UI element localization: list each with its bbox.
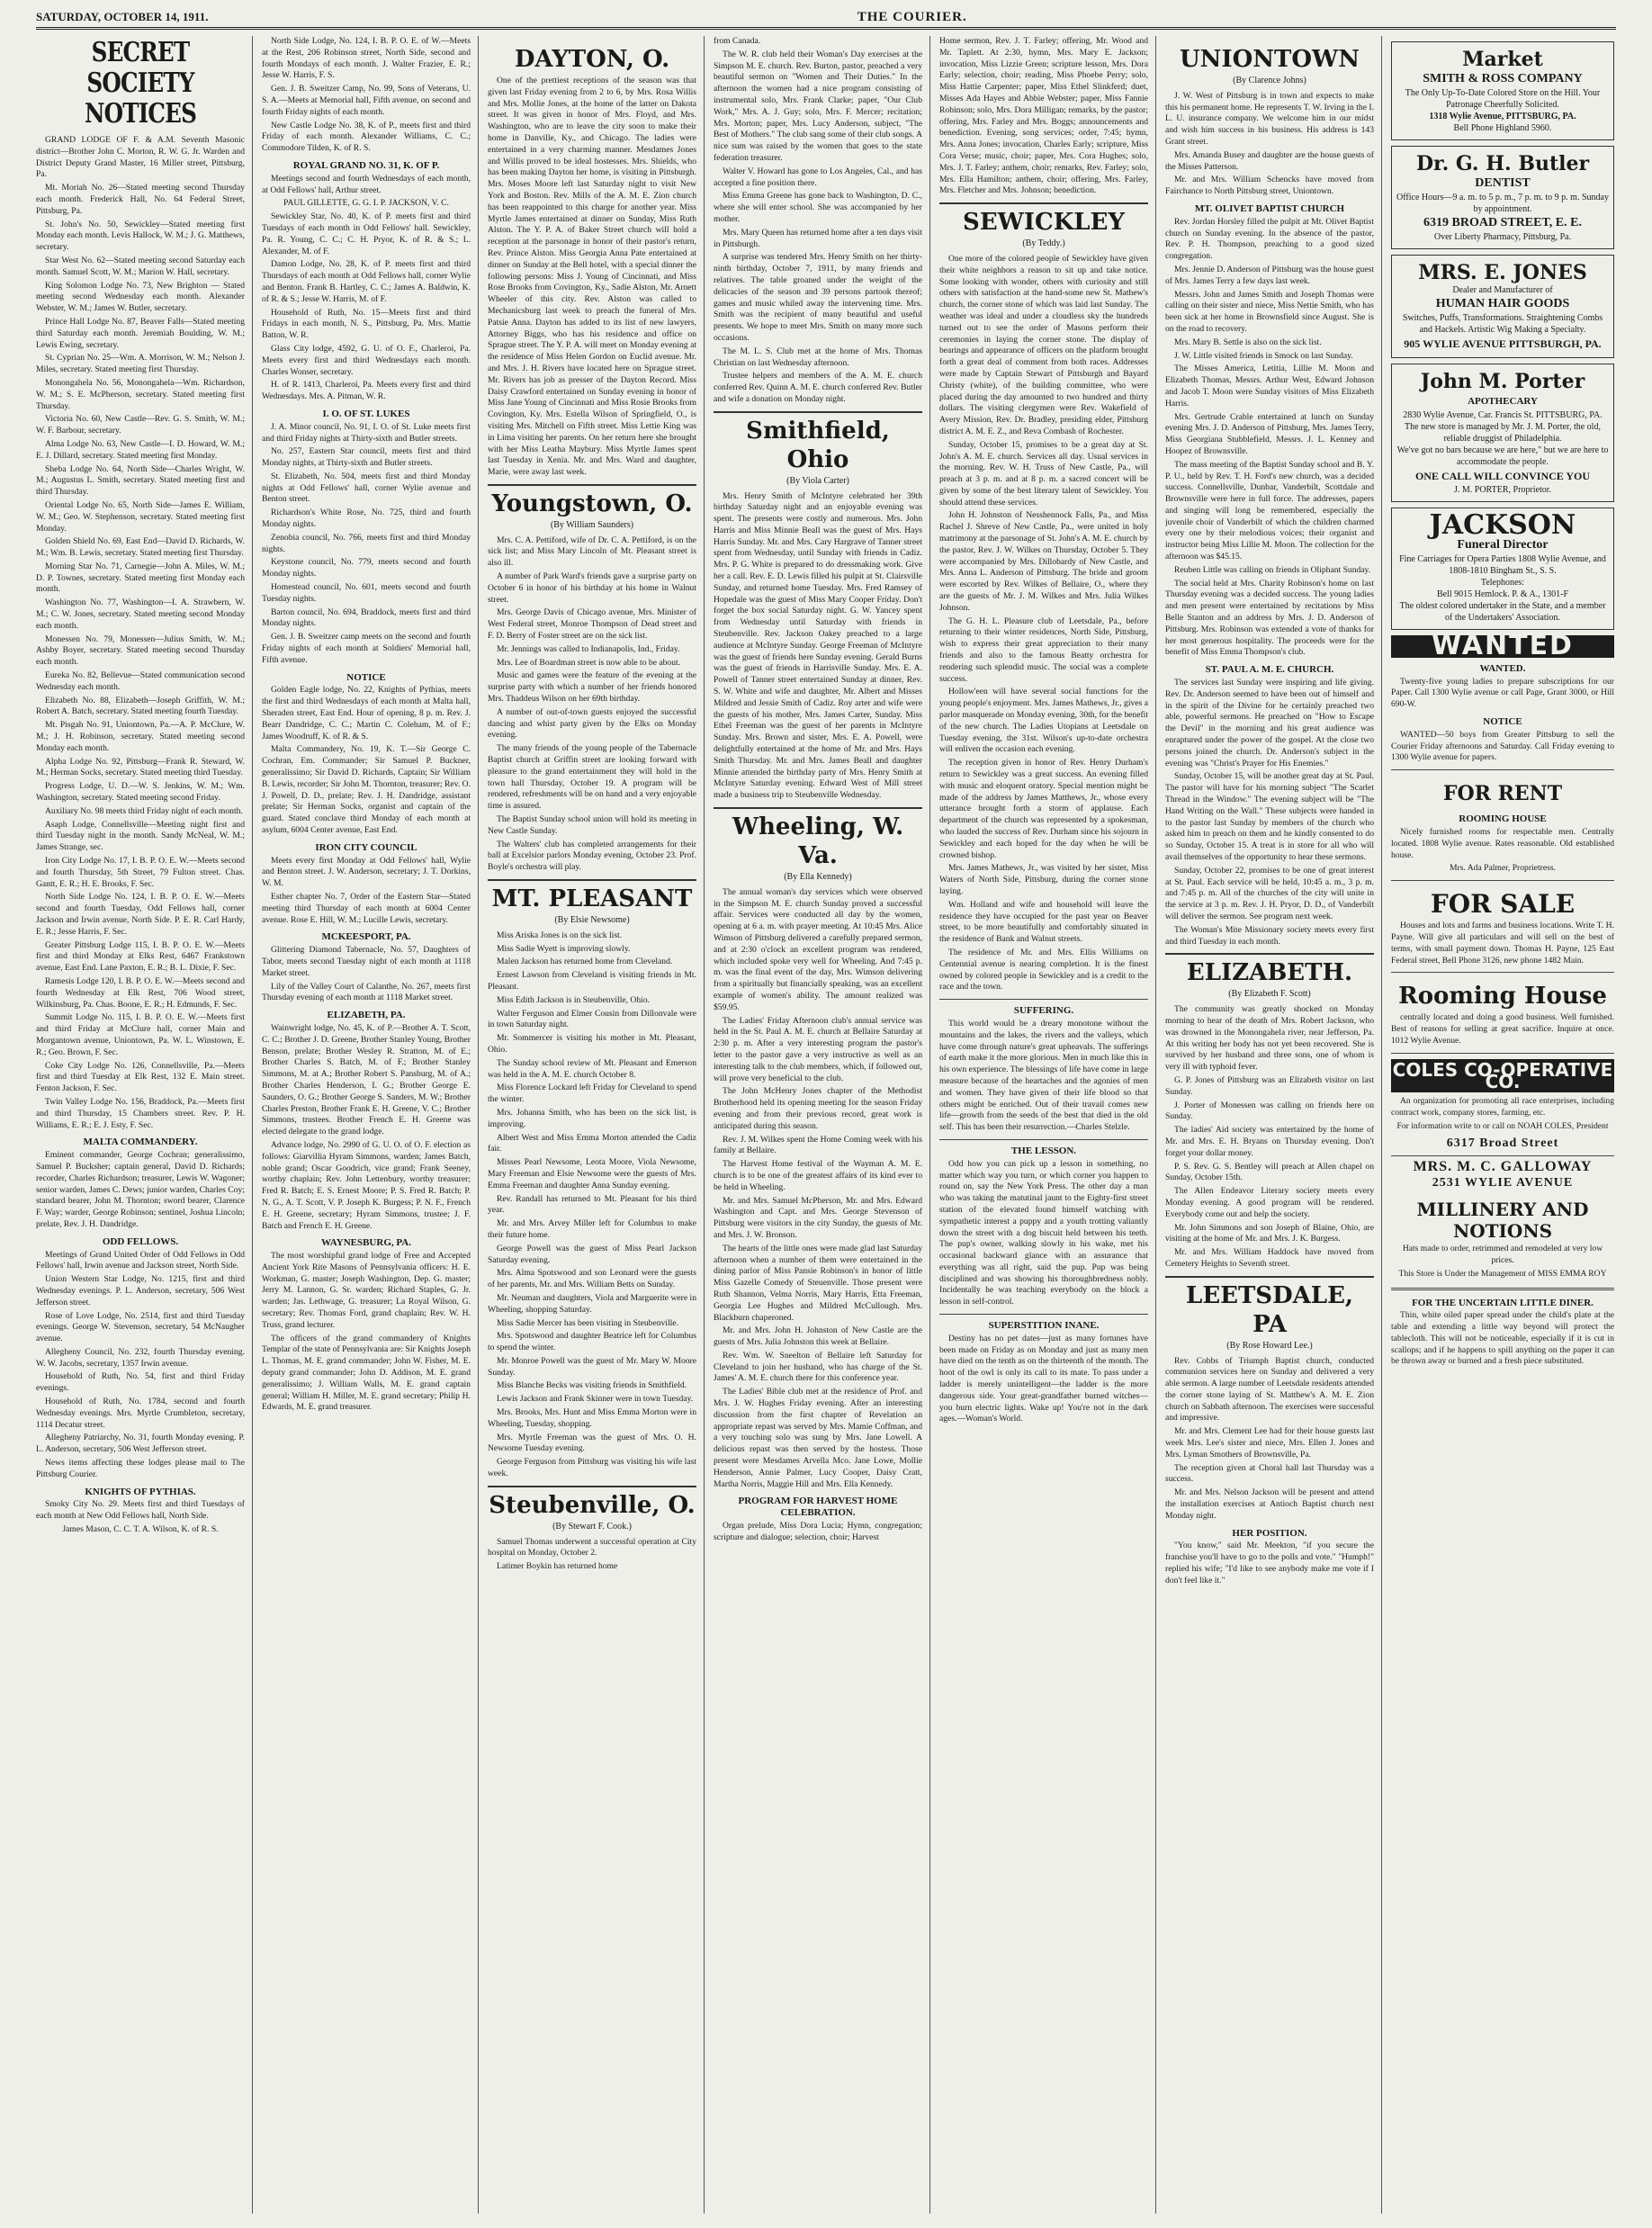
section-heading: MT. OLIVET BAPTIST CHURCH (1194, 202, 1345, 214)
divider (1391, 880, 1614, 881)
paragraph: Miss Sadie Wyett is improving slowly. (497, 943, 631, 954)
paragraph: Greater Pittsburg Lodge 115, I. B. P. O. E. W.—Meets first and third Monday at Elks Rest, 6467 Frankstown avenue, East End. Lane Paxton, E. R.; B. L. Dixie, F. Sec. (36, 939, 245, 974)
paragraph: Mrs. James Mathews, Jr., was visited by her sister, Miss Waters of North Side, Pittsburg, during the corner stone laying. (939, 863, 1148, 896)
paragraph: Mr. and Mrs. Clement Lee had for their house guests last week Mrs. Lee's sister and niece, Mrs. Ellen J. Jones and Mrs. Lyman Smothers of Brownsville, Pa. (1165, 1426, 1374, 1460)
ad-mrs-jones-hair-goods (1391, 255, 1614, 358)
paragraph: Asaph Lodge, Connellsville—Meeting night first and third Tuesday night in the month. Sandy McNeal, W. M.; James Strange, sec. (36, 819, 245, 853)
paragraph: Reuben Little was calling on friends in Oliphant Sunday. (1174, 564, 1371, 575)
paragraph: Smoky City No. 29. Meets first and third Tuesdays of each month at New Odd Fellows hall, North Side. (36, 1499, 245, 1522)
paragraph: Meets every first Monday at Odd Fellows' hall, Wylie and Benton street. J. W. Anderson, secretary; J. T. Dorkins, W. M. (262, 855, 471, 889)
paragraph: Golden Eagle lodge, No. 22, Knights of Pythias, meets the first and third Wednesdays of each month at Malta hall, Sheraden street, East End. Hour of opening, 8 p. m. Rev. J. Bearr Dandridge, C. C.; Martin C. Coleham, M. of F.; James Woodruff, K. of R. & S. (262, 685, 471, 741)
ad-line: Fine Carriages for Opera Parties 1808 Wylie Avenue, and 1808-1810 Bingham St., S. S. (1399, 554, 1606, 576)
paragraph: King Solomon Lodge No. 73, New Brighton — Stated meeting second Wednesday each month. Alexander Webster, W. M.; James W. Butler, secretary. (36, 280, 245, 314)
galloway-heading: MRS. M. C. GALLOWAY (1413, 1158, 1593, 1174)
paragraph: Golden Shield No. 69, East End—David D. Richards, W. M.; Wm. B. Lewis, secretary. Stated meeting first Thursday. (36, 536, 245, 559)
paragraph: Barton council, No. 694, Braddock, meets first and third Monday nights. (262, 606, 471, 629)
paragraph: J. W. Little visited friends in Smock on last Sunday. (1174, 350, 1353, 361)
byline: (By Stewart F. Cook.) (552, 1521, 632, 1532)
paragraph: J. A. Minor council, No. 91, I. O. of St. Luke meets first and third Friday nights at Thirty-sixth and Butler streets. (262, 421, 471, 444)
paragraph: The Misses America, Letitia, Lillie M. Moon and Elizabeth Thomas, Messrs. Arthur West, Edward Johnson and Jacob T. Moon were Sunday visitors of Miss Elizabeth Harris. (1165, 364, 1374, 409)
ad-line: Funeral Director (1457, 538, 1549, 552)
paragraph: Keystone council, No. 779, meets second and fourth Monday nights. (262, 557, 471, 579)
paragraph: James Mason, C. C. T. A. Wilson, K. of R. S. (62, 1524, 219, 1535)
newspaper-title: THE COURIER. (857, 9, 967, 24)
section-heading: ST. PAUL A. M. E. CHURCH. (1205, 664, 1334, 676)
rooming-house-heading: Rooming House (1398, 983, 1607, 1011)
paragraph: Mr. Sommercer is visiting his mother in Mt. Pleasant, Ohio. (488, 1033, 696, 1055)
paragraph: Glass City lodge, 4592, G. U. of O. F., Charleroi, Pa. Meets every first and third Wednesdays each month. Charles Wonser, secretary. (262, 343, 471, 377)
paragraph: Oriental Lodge No. 65, North Side—James E. William, W. M.; Geo. W. Stephenson, secretary. Stated meeting first Monday. (36, 499, 245, 534)
ad-line: Office Hours—9 a. m. to 5 p. m., 7 p. m. to 9 p. m. Sunday by appointment. (1396, 193, 1609, 214)
paragraph: Mr. and Mrs. Nelson Jackson will be present and attend the installation exercises at Antioch Baptist church next Monday night. (1165, 1487, 1374, 1521)
paragraph: Homestead council, No. 601, meets second and fourth Tuesday nights. (262, 582, 471, 604)
paragraph: Progress Lodge, U. D.—W. S. Jenkins, W. M.; Wm. Washington, secretary. Stated meeting second Friday. (36, 781, 245, 804)
issue-date: SATURDAY, OCTOBER 14, 1911. (36, 10, 209, 23)
ad-address: 2830 Wylie Avenue, Car. Francis St. PITTSBURG, PA. (1403, 410, 1603, 420)
steubenville-heading: Steubenville, O. (488, 1486, 696, 1520)
paragraph: The John McHenry Jones chapter of the Methodist Brotherhood held its opening meeting for the season Friday evening and from their previous record, great work is anticipated during this season. (714, 1086, 922, 1131)
for-rent-heading: FOR RENT (1442, 782, 1563, 806)
section-heading: KNIGHTS OF PYTHIAS. (85, 1486, 196, 1497)
section-heading: WANTED. (1479, 662, 1526, 674)
section-heading: FOR THE UNCERTAIN LITTLE DINER. (1412, 1297, 1594, 1308)
column-2 (262, 36, 479, 2214)
paragraph: North Side Lodge, No. 124, I. B. P. O. E. of W.—Meets at the Rest, 206 Robinson street, North Side, second and fourth Mondays of each month. J. Walter Frazier, E. R.; Jesse W. Harris, F. S. (262, 36, 471, 81)
ad-john-porter-apothecary (1391, 364, 1614, 502)
paragraph: Mrs. Spotswood and daughter Beatrice left for Columbus to spend the winter. (488, 1331, 696, 1353)
paragraph: The Harvest Home festival of the Wayman A. M. E. church is to be one of the greatest affairs of its kind ever to be held in Wheeling. (714, 1159, 922, 1192)
paragraph: Zenobia council, No. 766, meets first and third Monday nights. (262, 532, 471, 554)
paragraph: Mrs. Myrtle Freeman was the guest of Mrs. O. H. Newsome Tuesday evening. (488, 1432, 696, 1454)
mt-pleasant-heading: MT. PLEASANT (488, 879, 696, 913)
paragraph: Mr. and Mrs. Samuel McPherson, Mr. and Mrs. Edward Washington and Capt. and Mrs. George Stevenson of Pittsburg were visitors in the city Sunday, the guests of Mr. and Mrs. J. W. Bronson. (714, 1195, 922, 1240)
paragraph: Miss Ariska Jones is on the sick list. (497, 930, 623, 940)
paragraph: Rev. J. M. Wilkes spent the Home Coming week with his family at Bellaire. (714, 1134, 922, 1156)
paragraph: The services last Sunday were inspiring and life giving. Rev. Dr. Anderson seemed to have been out of himself and in the spirit of the Divine for he certainly preached two able, powerful sermons. He preached on "How to Escape the Devil" in the morning and his great audience was enraptured under the power of the gospel. At the close two persons joined the church. Dr. Anderson's subject in the evening was "Christ's Prayer for His Enemies." (1165, 678, 1374, 768)
paragraph: Alpha Lodge No. 92, Pittsburg—Frank R. Steward, W. M.; Herman Socks, secretary. Stated meeting third Tuesday. (36, 756, 245, 778)
paragraph: Esther chapter No. 7, Order of the Eastern Star—Stated meeting third Thursday of each month at 6004 Center avenue. Rose E. Hill, W. M.; Lucille Lewis, secretary. (262, 891, 471, 925)
ad-address: 1318 Wylie Avenue, PITTSBURG, PA. (1429, 112, 1576, 121)
paragraph: Household of Ruth, No. 1784, second and fourth Wednesday evenings. Mrs. Myrtle Crumbleton, secretary, 1114 Decatur street. (36, 1397, 245, 1430)
byline: (By Teddy.) (1022, 238, 1065, 249)
paragraph: GRAND LODGE OF F. & A.M. Seventh Masonic district—Brother John C. Morton, R. W. G. Jr. Warden and District Deputy Grand Master, 16 Miller street, Pittsburg, Pa. (36, 135, 245, 180)
ad-line: SMITH & ROSS COMPANY (1423, 72, 1583, 85)
paragraph: Houses and lots and farms and business locations. Write T. H. Payne. Will give all particulars and will sell on the best of terms, with small payment down. Thomas H. Payne, 125 East Federal street, Bell Phone 3126, new phone 1482 Main. (1391, 921, 1614, 966)
paragraph: The most worshipful grand lodge of Free and Accepted Ancient York Rite Masons of Pennsylvania officers: H. E. Workman, G. master; Joseph Washington, Dep. G. master; Jerry M. Lannon, G. Sr. warden; Richard Staples, G. Jr. warden; Jas. Lethwage, G. treasurer; La Royal Wilson, G. secretary; Rev. Thomas Ford, grand chaplain; Rev. W. H. Truss, grand lecturer. (262, 1251, 471, 1330)
paragraph: Rev. Jordan Horsley filled the pulpit at Mt. Olivet Baptist church on Sunday evening. In the absence of the pastor, Rev. P. H. Thompson, preaching to a good sized congregation. (1165, 216, 1374, 262)
for-sale-heading: FOR SALE (1430, 889, 1576, 920)
paragraph: A number of Park Ward's friends gave a surprise party on October 6 in honor of his birthday at his home in Walnut street. (488, 571, 696, 605)
section-heading: NOTICE (1483, 715, 1522, 727)
ad-line: APOTHECARY (1468, 396, 1538, 407)
paragraph: Sewickley Star, No. 40, K. of P. meets first and third Tuesdays of each month in Odd Fellows' hall. Sewickley, Pa. R. Young, C. C.; C. H. Pryor, K. of R. & S.; L. Alexander, M. of F. (262, 211, 471, 256)
paragraph: North Side Lodge No. 124, I. B. P. O. E. W.—Meets second and fourth Tuesday, Odd Fellows hall, corner Jackson and Irwin avenue, North Side. P. E. R. Carl Hardy, E. R.; Jesse Harris, F. Sec. (36, 892, 245, 937)
ad-line: Dealer and Manufacturer of (1452, 285, 1553, 295)
byline: (By Ella Kennedy) (784, 872, 852, 883)
ad-phone: Bell Phone Highland 5960. (1453, 123, 1552, 133)
paragraph: Mrs. C. A. Pettiford, wife of Dr. C. A. Pettiford, is on the sick list; and Miss Mary Lincoln of Mt. Pleasant street is also ill. (488, 535, 696, 569)
paragraph: The residence of Mr. and Mrs. Ellis Williams on Centennial avenue is nearing completion. It is the finest owned by colored people in Sewickley and is a credit to the race and the town. (939, 947, 1148, 993)
paragraph: Mr. Neuman and daughters, Viola and Marguerite were in Wheeling, shopping Saturday. (488, 1292, 696, 1315)
paragraph: Miss Edith Jackson is in Steubenville, Ohio. (497, 994, 651, 1005)
column-5 (939, 36, 1156, 2214)
paragraph: Elizabeth No. 88, Elizabeth—Joseph Griffith, W. M.; Robert A. Batch, secretary. Stated meeting fourth Tuesday. (36, 695, 245, 717)
paragraph: Mt. Moriah No. 26—Stated meeting second Thursday each month. Frederick Hall, No. 64 Federal Street, Pittsburg, Pa. (36, 183, 245, 216)
paragraph: St. Cyprian No. 25—Wm. A. Morrison, W. M.; Nelson J. Miles, secretary. Stated meeting first Thursday. (36, 353, 245, 375)
paragraph: Mr. and Mrs. William Schencks have moved from Fairchance to North Pittsburg street, Uniontown. (1165, 175, 1374, 197)
paragraph: Damon Lodge, No. 28, K. of P. meets first and third Thursdays of each month at Odd Fellows hall, corner Wylie and Benton. Frank B. Hartley, C. C.; James A. Baldwin, K. of R. & S.; Jesse W. Harris, M. of F. (262, 259, 471, 304)
paragraph: Monessen No. 79, Monessen—Julius Smith, W. M.; Ashby Boyer, secretary. Stated meeting second Thursday each month. (36, 633, 245, 668)
ad-title: MRS. E. JONES (1418, 261, 1587, 284)
divider (1391, 972, 1614, 973)
paragraph: Advance lodge, No. 2990 of G. U. O. of O. F. election as follows: Giarvillia Hyram Simmons, warden; James Batch, noble grand; Oscar Goodrich, vice grand; Frank Seeney, worthy chaplain; Rev. John Lettenbury, worthy treasurer; Fred R. Batch; E. S. Ernest Moore; P. S. Fred R. Batch; P. N. G., A. T. Scott, V. P. Joseph K. Burgess; P. N. F., French E. H. Greene, secretary; Hyram Simmons, trustee; J. F. Batch and French E. H. Greene. (262, 1139, 471, 1231)
paragraph: Misses Pearl Newsome, Leota Moore, Viola Newsome, Mary Freeman and Elsie Newsome were the guests of Mrs. Emma Freeman and daughter Anna Sunday evening. (488, 1157, 696, 1190)
paragraph: St. Elizabeth, No. 504, meets first and third Monday nights at Odd Fellows' hall, corner Wylie avenue and Benton street. (262, 471, 471, 505)
paragraph: Mrs. George Davis of Chicago avenue, Mrs. Minister of West Federal street, Monroe Thompson of Dead street and F. D. Berry of Foster street are on the sick list. (488, 607, 696, 642)
paragraph: Latimer Boykin has returned home (497, 1561, 618, 1572)
paragraph: Malta Commandery, No. 19, K. T.—Sir George C. Cochran, Em. Commander; Sir Samuel P. Buckner, generalissimo; Sir David D. Richards, Captain; Sir William B. Lewis, recorder; Sir John M. Thornton, treasurer; Rev. O. J. Powell, D. D., prelate; Rev. J. H. Dandridge, assistant prelate; Sir Herman Socks, organist and captain of the guard. Stated conclave third Monday of each month at asylum, 6004 Center avenue, East End. (262, 744, 471, 835)
sewickley-heading: SEWICKLEY (939, 202, 1148, 237)
paragraph: Mrs. Brooks, Mrs. Hunt and Miss Emma Morton were in Wheeling, Tuesday, shopping. (488, 1407, 696, 1429)
paragraph: Sunday, October 15, promises to be a great day at St. John's A. M. E. church. Services all day. Usual services in the morning. Rev. W. H. Truss of New Castle, Pa., will preach at 3 p. m. and at 8 p. m. a sacred concert will be given by some of the best literary talent of Sewickley. You should attend these services. (939, 439, 1148, 508)
paragraph: "You know," said Mr. Meekton, "if you secure the franchise you'll have to go to the polls and vote." "Humph!" replied his wife; "I'd like to see anybody make me vote if I don't feel like it." (1165, 1541, 1374, 1586)
paragraph: Mrs. Jennie D. Anderson of Pittsburg was the house guest of Mrs. James Terry a few days last week. (1165, 264, 1374, 286)
paragraph: Prince Hall Lodge No. 87, Beaver Falls—Stated meeting third Saturday each month. Jeremiah Boulding, W. M.; Lewis Ewing, secretary. (36, 316, 245, 350)
column-1 (36, 36, 253, 2214)
paragraph: Glittering Diamond Tabernacle, No. 57, Daughters of Tabor, meets second Tuesday night of each month at 1118 Market street. (262, 945, 471, 978)
paragraph: Lewis Jackson and Frank Skinner were in town Tuesday. (497, 1394, 694, 1405)
paragraph: Gen. J. B. Sweitzer Camp, No. 99, Sons of Veterans, U. S. A.—Meets at Memorial hall, Fifth avenue, on second and fourth Friday nights of each month. (262, 84, 471, 117)
paragraph: This world would be a dreary monotone without the mountains and the lakes, the rivers and the valleys, which have come through nature's great upheavals. The sufferings of earth make it the more glorious. Men in much like this in his own experience. The blessings of life have come in large measure because of the heartaches and the agonies of men and women. They have given of their life blood so that others might be enriched. Out of their travail comes new life—growth from the seeds of the best that died in the old self. This has been their resurrection.—Charles Stelzle. (939, 1018, 1148, 1133)
ad-line: The new store is managed by Mr. J. M. Porter, the old, reliable druggist of Philadelphia. (1405, 422, 1601, 444)
paragraph: Mr. John Simmons and son Joseph of Blaine, Ohio, are visiting at the home of Mr. and Mrs. J. K. Burgess. (1165, 1222, 1374, 1244)
paragraph: Mr. and Mrs. Arvey Miller left for Columbus to make their future home. (488, 1218, 696, 1240)
paragraph: Mrs. Alma Spotswood and son Leonard were the guests of her parents, Mr. and Mrs. William Betts on Sunday. (488, 1268, 696, 1290)
paragraph: Auxiliary No. 98 meets third Friday night of each month. (45, 805, 243, 816)
paragraph: George Ferguson from Pittsburg was visiting his wife last week. (488, 1457, 696, 1479)
paragraph: This Store is Under the Management of MISS EMMA ROY (1398, 1268, 1607, 1279)
paragraph: Lily of the Valley Court of Calanthe, No. 267, meets first Thursday evening of each month at 1118 Market street. (262, 981, 471, 1003)
paragraph: Mt. Pisgah No. 91, Uniontown, Pa.—A. P. McClure, W. M.; J. H. Robinson, secretary. Stated meeting second Monday each month. (36, 720, 245, 753)
paragraph: Wainwright lodge, No. 45, K. of P.—Brother A. T. Scott, C. C.; Brother J. D. Greene, Brother Stanley Young, Brother Benson, prelate; Brother Wesley R. Stratton, M. of E.; Brother Charles S. Batch, M. of F.; Brother Stanley Simmons, M. at A.; Brother Robert S. Pansburg, M. of A.; Brother Charles Henderson, I. G.; Brother George E. Saunders, O. G.; Brother George S. Sanders, M. W.; Brother Charles Preston, Brother Frank E. H. Greene, V. C.; Brother Simmons, trustees. Brother French E. H. Greene was elected delegate to the grand lodge. (262, 1022, 471, 1137)
section-heading: WAYNESBURG, PA. (321, 1237, 411, 1249)
paragraph: Summit Lodge No. 115, I. B. P. O. E. W.—Meets first and third Friday at McClure hall, corner Main and Morgantown avenue, Uniontown, Pa. W. L. Winstown, E. R.; Geo. Brown, F. Sec. (36, 1012, 245, 1057)
ad-line: Switches, Puffs, Transformations. Straightening Combs and Hackels. Artistic Wig Making a Specialty. (1402, 313, 1603, 335)
wheeling-heading: Wheeling, W. Va. (714, 807, 922, 870)
paragraph: The many friends of the young people of the Tabernacle Baptist church at Griffin street are looking forward with pleasure to the grand entertainment they will hold in the town hall Thursday, October 19. A program will be rendered, refreshments will be on hand and a very enjoyable time is assured. (488, 743, 696, 812)
paragraph: One of the prettiest receptions of the season was that given last Friday evening from 2 to 6, by Mrs. Rosa Willis and Mrs. Mollie Jones, at the home of the latter on Dakota street. It was given in honor of Mrs. Floyd, and Mrs. Washington, who are to leave the city soon to make their home in Danville, Ky., and Chicago. The ladies were entertained in a very charming manner. Mesdames Jones and Willis proved to be ideal hostesses. Mrs. Shields, who has been making Dayton her home, is visiting in Pittsburgh. Mrs. Moses Moore left last Saturday night to visit New York and Boston. Rev. Mills of the A. M. E. Zion church has been reappointed to this charge for another year. Miss Myrtle James entertained at dinner on Sunday, Miss Ruth Alston. The Y. P. A. of Baker Street church will hold a reception at the parsonage in honor of their pastor's return, Rev. Prince Alston. Miss Georgia Anna Pate entertained at dinner on Sunday at the Bell hotel, with a special dinner the following persons: Miss J. Young of Cincinnati, and Miss Rose Brooks from Covington, Ky., Sadie Alston, Mr. Arnett Wheeler of this city. Rev. Alston was called to Mechanicsburg last week to preach the funeral of Mrs. Patsie Anna. Dayton has added to its list of new lawyers, Attorney Biggs, who has his residence and office on Sprague street. The Y. P. A. will meet on Monday evening at the residence of Miss Helen Gordon on Euclid avenue. Mr. and Mrs. J. H. Rivers have located here on Sprague street. Mr. Rivers has job as presser of the Dayton Record. Miss Daisy Crawford entertained on Sunday evening in honor of Miss Jane Young of Cincinnati and Miss Rosie Brooks from Covington, Ky. Mrs. Estella Wilson of Springfield, O., is visiting Mrs. Mitchell on Fifth street. Miss Lettie King was in Lima visiting her parents. On her return here she brought with her Miss Leatha Maybury. Miss Myrtle James spent last Tuesday in Xenia. Mr. and Mrs. Ward and daughter, Marie, were away last week. (488, 76, 696, 478)
paragraph: Washington No. 77, Washington—I. A. Strawbern, W. M.; C. W. Jones, secretary. Stated meeting second Monday each month. (36, 597, 245, 631)
ad-line: The Only Up-To-Date Colored Store on the Hill. Your Patronage Cheerfully Solicited. (1405, 88, 1601, 110)
column-3 (488, 36, 705, 2214)
paragraph: Eureka No. 82, Bellevue—Stated communication second Wednesday each month. (36, 670, 245, 692)
ad-line: HUMAN HAIR GOODS (1435, 297, 1570, 310)
byline: (By William Saunders) (550, 519, 634, 530)
paragraph: Messrs. John and James Smith and Joseph Thomas were calling on their sister and niece, Miss Nettie Smith, who has been sick at her home in Brownsfield since August. She is on the road to recovery. (1165, 289, 1374, 334)
coles-address: 6317 Broad Street (1446, 1136, 1559, 1150)
section-heading: NOTICE (346, 671, 386, 683)
paragraph: H. of R. 1413, Charleroi, Pa. Meets every first and third Wednesdays. Mrs. A. Pitman, W. R. (262, 380, 471, 402)
dayton-heading: DAYTON, O. (514, 46, 670, 73)
ad-jackson-funeral-director (1391, 508, 1614, 630)
paragraph: Allegheny Council, No. 232, fourth Thursday evening. W. W. Jacobs, secretary, 1357 Irwin avenue. (36, 1346, 245, 1369)
paragraph: Meetings of Grand United Order of Odd Fellows in Odd Fellows' hall, Irwin avenue and Jackson street, North Side. (36, 1249, 245, 1271)
paragraph: St. John's No. 50, Sewickley—Stated meeting first Monday each month. Levis Hallock, W. M.; J. G. Matthews, secretary. (36, 219, 245, 253)
paragraph: Coke City Lodge No. 126, Connellsville, Pa.—Meets first and third Tuesday at Elk Rest, 132 E. Main street. Fenton Jackson, F. Sec. (36, 1060, 245, 1094)
paragraph: centrally located and doing a good business. Well furnished. Best of reasons for selling at great sacrifice. Inquire at once. 1012 Wylie Avenue. (1391, 1012, 1614, 1046)
byline: (By Clarence Johns) (1233, 76, 1306, 85)
paragraph: J. W. West of Pittsburg is in town and expects to make this his permanent home. He represents T. W. Irving in the I. L. U. insurance company. We welcome him in our midst and wish him success in his business. His address is 143 Grant street. (1165, 90, 1374, 147)
divider (1391, 1155, 1614, 1156)
paragraph: Mrs. Mary Queen has returned home after a ten days visit in Pittsburgh. (714, 227, 922, 249)
paragraph: A number of out-of-town guests enjoyed the successful dancing and whist party given by the Elks on Monday evening. (488, 706, 696, 741)
paragraph: Miss Florence Lockard left Friday for Cleveland to spend the winter. (488, 1083, 696, 1105)
paragraph: Mrs. Henry Smith of McIntyre celebrated her 39th birthday Saturday night and an enjoyable evening was spent. The presents were costly and numerous. Mrs. John Harris and Miss Minnie Beall was the guest of Mrs. Hays Harris Sunday. Mr. and Mrs. Cary Hargrave of Tanner street spent from Wednesday, until Sunday with friends in Cadiz. Mrs. P. G. White is prepared to do dressmaking work. Give her a call. Rev. E. D. Lewis filled his pulpit at St. Clairsville Sunday, and returned home Tuesday. Mrs. Fred Ramsey of Hopedale was the guest of Miss Mary Cooper Friday. Don't forget the box social Saturday night. G. W. Yancey spent from Wednesday until Saturday with friends in Steubenville. Rev. Jackson Oakey preached to a large audience at McIntyre Sunday. George Freeman of McIntyre was the guest of friends here Sunday evening. Gerald Burns was the guest of friends in Harrisville Sunday. Mrs. E. A. Powell of Tanner street entertained Sunday at dinner, Rev. S. W. White and wife and daughter, Mr. Albert and Misses Mildred and Jessie Smith of Cadiz. Roy arter and wife were the guests of his mother, Mrs. James Carter, Sunday. Miss Ethel Freeman was the guest of her parents in McIntyre Sunday. Mrs. Brown and sister, Mrs. E. A. Powell, were delightfully entertained at the home of Mr. and Mrs. Hays Smith Thursday. Mr. and Mrs. James Beall and daughter Minnie attended the birthday party of Mrs. Henry Smith at McIntyre Saturday evening. Edward West of Mill street made a business trip to Steubenville Wednesday. (714, 490, 922, 801)
paragraph: The Ladies' Friday Afternoon club's annual service was held in the St. Paul A. M. E. church at Bellaire Saturday at 2:30 p. m. After a very interesting program the pastor's letter to the pastor gave a very instructive as well as an interesting talk to the club members, which, if followed out, will prove very beneficial to the club. (714, 1015, 922, 1083)
ad-title: Dr. G. H. Butler (1415, 152, 1590, 175)
paragraph: G. P. Jones of Pittsburg was an Elizabeth visitor on last Sunday. (1165, 1074, 1374, 1097)
signature: Mrs. Ada Palmer, Proprietress. (1450, 863, 1556, 874)
paragraph: Household of Ruth, No. 15—Meets first and third Fridays in each month, N. S., Pittsburg, Pa. Mrs. Mattie Batton, W. R. (262, 307, 471, 341)
paragraph: A surprise was tendered Mrs. Henry Smith on her thirty-ninth birthday, October 7, 1911, by many friends and relatives. The table groaned under the weight of the delicacies of the season and 39 persons partook thereof; games and music whiled away the intervening time. Mrs. Smith was the recipient of many beautiful and useful presents. We hope to meet Mrs. Smith on many more such occasions. (714, 252, 922, 343)
paragraph: Malen Jackson has returned home from Cleveland. (497, 957, 673, 967)
paragraph: The reception given in honor of Rev. Henry Durham's return to Sewickley was a great success. An evening filled with music and eloquent oratory. Special mention might be made of the address by James Matthews, Jr., whose every utterance brought forth a storm of applause. Each department of the church was represented by a spokesman, who lauded the success of Rev. Durham since his sojourn in Sewickley and each hoped for the day when he will be crowned bishop. (939, 758, 1148, 860)
section-heading: SUPERSTITION INANE. (988, 1320, 1100, 1332)
ad-line: ONE CALL WILL CONVINCE YOU (1414, 470, 1591, 482)
column-6 (1165, 36, 1382, 2214)
paragraph: Rose of Love Lodge, No. 2514, first and third Tuesday evenings. George W. Stevenson, secretary, 54 McNaugher avenue. (36, 1310, 245, 1344)
paragraph: The Sunday school review of Mt. Pleasant and Emerson was held in the A. M. E. church October 8. (488, 1057, 696, 1080)
byline: (By Elsie Newsome) (554, 915, 630, 925)
leetsdale-heading: LEETSDALE, PA (1165, 1276, 1374, 1339)
section-heading: IRON CITY COUNCIL (315, 841, 417, 853)
divider (1391, 1053, 1614, 1054)
paragraph: Wm. Holland and wife and household will leave the residence they have occupied for the past year on Beaver street, to be more beautifully and comfortably situated in the residence of Bank and Walnut streets. (939, 899, 1148, 945)
paragraph: Odd how you can pick up a lesson in something, no matter which way you turn, or which corner you happen to round on, say the New York Press. The other day a man who was taking the matutinal jaunt to the Eighty-first street station of the elevated found himself watching with sympathetic interest a puppy and a youth trotting valiantly down the street with a dog biscuit held between his teeth. The pup's owner, walking slowly in his wake, met his occasional backward glance with an assurance that everything was all right, said the pup. Pup was being disciplined and was showing his thoroughbredness nobly. Incidentally he was teaching everybody on the block a lesson in self-control. (939, 1158, 1148, 1307)
paragraph: Mr. and Mrs. John H. Johnston of New Castle are the guests of Mrs. Julia Johnston this week at Bellaire. (714, 1325, 922, 1348)
paragraph: Meetings second and fourth Wednesdays of each month, at Odd Fellows' hall, Arthur street. (262, 173, 471, 195)
paragraph: Rev. Randall has returned to Mt. Pleasant for his third year. (488, 1193, 696, 1216)
section-heading: HER POSITION. (1232, 1527, 1307, 1539)
byline: (By Rose Howard Lee.) (1226, 1340, 1313, 1351)
paragraph: George Powell was the guest of Miss Pearl Jackson Saturday evening. (488, 1243, 696, 1265)
paragraph: Richardson's White Rose, No. 725, third and fourth Monday nights. (262, 508, 471, 530)
paragraph: John H. Johnston of Nesshennock Falls, Pa., and Miss Rachel J. Shreve of New Castle, Pa., were united in holy matrimony at the parsonage of St. John's A. M. E. church by the pastor, Rev. J. W. Wilkes on Thursday, October 5. They were accompanied by Mrs. Dillobardy of New Castle, and Mrs. Anna L. Anderson of Pittsburg. The bride and groom were escorted by Rev. Wilkes of Bellaire, O., where they are the guests of Mr. J. M. Wilkes and Mrs. Julia Wilkes Johnson. (939, 510, 1148, 613)
ad-line: Over Liberty Pharmacy, Pittsburg, Pa. (1433, 232, 1572, 242)
masthead (36, 7, 1616, 30)
paragraph: Walter V. Howard has gone to Los Angeles, Cal., and has accepted a fine position there. (714, 166, 922, 188)
paragraph: Rev. Wm. W. Sneelton of Bellaire left Saturday for Cleveland to join her husband, who has charge of the St. James' A. M. E. church there for this conference year. (714, 1350, 922, 1384)
paragraph: Allegheny Patriarchy, No. 31, fourth Monday evening. P. L. Anderson, secretary, 506 West Jefferson street. (36, 1433, 245, 1455)
paragraph: Star West No. 62—Stated meeting second Saturday each month. Samuel Scott, W. M.; Marion W. Hall, secretary. (36, 255, 245, 277)
paragraph: Ramesis Lodge 120, I. B. P. O. E. W.—Meets second and fourth Wednesday at Elk Rest, 706 Wood street, Wilkinsburg, Pa. Chas. Boone, E. R.; H. Edmunds, F. Sec. (36, 975, 245, 1010)
paragraph: Albert West and Miss Emma Morton attended the Cadiz fair. (488, 1132, 696, 1154)
column-4 (714, 36, 930, 2214)
ad-address: 905 WYLIE AVENUE PITTSBURGH, PA. (1404, 337, 1602, 350)
paragraph: Union Western Star Lodge, No. 1215, first and third Wednesday evenings. P. L. Anderson, secretary, 506 West Jefferson street. (36, 1274, 245, 1307)
ad-title: JACKSON (1429, 509, 1576, 541)
secret-society-heading: SECRET SOCIETY NOTICES (84, 37, 197, 130)
divider (939, 999, 1148, 1000)
paragraph: The Woman's Mite Missionary society meets every first and third Tuesday in each month. (1165, 924, 1374, 947)
paragraph: An organization for promoting all race enterprises, including contract work, company stores, farming, etc. (1391, 1096, 1614, 1118)
section-heading: ELIZABETH, PA. (327, 1010, 406, 1021)
paragraph: Mr. and Mrs. William Haddock have moved from Cemetery Heights to Seventh street. (1165, 1247, 1374, 1269)
paragraph: No. 257, Eastern Star council, meets first and third Monday nights, at Thirty-sixth and Butler streets. (262, 446, 471, 469)
columns (36, 36, 1638, 2214)
divider (1391, 769, 1614, 770)
ad-title: John M. Porter (1420, 370, 1585, 393)
ad-smith-ross-market (1391, 41, 1614, 140)
paragraph: Samuel Thomas underwent a successful operation at City hospital on Monday, October 2. (488, 1536, 696, 1559)
paragraph: Iron City Lodge No. 17, I. B. P. O. E. W.—Meets second and fourth Thursday, 5th Street, 79 Fulton street. Chas. Gantt, E. R.; H. E. Brooks, F. Sec. (36, 856, 245, 889)
section-heading: MCKEESPORT, PA. (321, 931, 411, 943)
paragraph: Mrs. Gertrude Crable entertained at lunch on Sunday evening Mrs. J. D. Anderson of Pittsburg, Mrs. James Terry, Miss Georgiana Stubblefield, Messrs. J. L. Kenney and Hoopez of Brownsville. (1165, 411, 1374, 456)
paragraph: Miss Blanche Becks was visiting friends in Smithfield. (497, 1380, 687, 1391)
paragraph: News items affecting these lodges please mail to The Pittsburg Courier. (36, 1458, 245, 1479)
section-heading: I. O. OF ST. LUKES (322, 408, 410, 419)
ad-line: DENTIST (1475, 176, 1531, 190)
paragraph: Morning Star No. 71, Carnegie—John A. Miles, W. M.; D. P. Townes, secretary. Stated meeting first Monday each month. (36, 561, 245, 595)
ad-phone: Bell 9015 Hemlock. P. & A., 1301-F (1436, 589, 1569, 599)
paragraph: Rev. Cobbs of Triumph Baptist church, conducted communion services here on Sunday and delivered a very able sermon. A large number of Leetsdale residents attended the corner stone laying of St. Matthew's A. M. E. Zion church on Sabbath afternoon. The exercises were successful and impressive. (1165, 1355, 1374, 1424)
paragraph: WANTED—50 boys from Greater Pittsburg to sell the Courier Friday afternoons and Saturday. Call Friday evening to 1300 Wylie avenue for papers. (1391, 729, 1614, 763)
paragraph: Twenty-five young ladies to prepare subscriptions for our Paper. Call 1300 Wylie avenue or call Page, Grant 3000, or Hill 690-W. (1391, 676, 1614, 710)
paragraph: Sheba Lodge No. 64, North Side—Charles Wright, W. M.; Augustus L. Smith, secretary. Stated meeting first and third Thursday. (36, 463, 245, 498)
section-heading: ODD FELLOWS. (102, 1235, 179, 1247)
ad-line: Telephones: (1480, 578, 1525, 588)
paragraph: Walter Ferguson and Elmer Cousin from Dillonvale were in town Saturday night. (488, 1008, 696, 1030)
uniontown-heading: UNIONTOWN (1180, 46, 1360, 73)
paragraph: The W. R. club held their Woman's Day exercises at the Simpson M. E. church. Rev. Burton, pastor, preached a very beautiful sermon on "Women and Their Duties." In the afternoon the women had a nice program consisting of instrumental solo, Mrs. Frank Clarke; paper, "Our Club Work," Mrs. A. J. Guy; solo, Mrs. F. Mercer; recitation; Mrs. Morton; paper, Mrs. Lucy Anderson, subject, "The Best of Mothers." The club sang some of their club songs. A nice sum was raised by the women that goes to the state federation treasurer. (714, 49, 922, 163)
paragraph: The ladies' Aid society was entertained by the home of Mr. and Mrs. E. H. Bryans on Thursday evening. Don't forget your dollar money. (1165, 1125, 1374, 1158)
paragraph: The social held at Mrs. Charity Robinson's home on last Thursday evening was a decided success. The young ladies and men present were entertained by recitations by Miss Belle Stanton and an address by Mrs. J. D. Anderson of Pittsburg. Mrs. Robinson was extended a vote of thanks for her most generous hospitality. The proceeds were for the benefit of Miss Emma Thompson's club. (1165, 578, 1374, 658)
paragraph: Thin, white oiled paper spread under the child's plate at the table and extending a little way beyond will protect the tablecloth. This will not be noticeable, especially if it is cut in scallops; and if he happens to spill anything on the paper it can be thrown away or burned and a fresh piece substituted. (1391, 1310, 1614, 1367)
paragraph: The Allen Endeavor Literary society meets every Monday evening. A good program will be rendered. Everybody come out and help the society. (1165, 1186, 1374, 1219)
paragraph: The Baptist Sunday school union will hold its meeting in New Castle Sunday. (488, 814, 696, 836)
smithfield-heading: Smithfield, Ohio (714, 411, 922, 474)
paragraph: For information write to or call on NOAH COLES, President (1396, 1120, 1609, 1131)
ad-dr-butler-dentist (1391, 146, 1614, 249)
paragraph: The Walters' club has completed arrangements for their ball at Excelsior parlors Monday evening, October 23. Prof. Boyle's orchestra will play. (488, 839, 696, 873)
paragraph: Miss Sadie Mercer has been visiting in Steubenville. (497, 1317, 678, 1328)
paragraph: The Ladies' Bible club met at the residence of Prof. and Mrs. J. W. Hughes Friday evening. After an interesting discussion from the first chapter of Revelation an appropriate repast was served by Mrs. Mamie Coffman, and a very touching solo was sung by Mrs. Jane Lowell. A delicious repast was then served by the hostess. Those present were Mesdames Arvella Mco. Jane Lowe, Mollie Henderson, Annie Palmer, Lucy Cooper, Daisy Cratt, Martha Norris, Maggie Hill and Mrs. Ella Kennedy. (714, 1387, 922, 1489)
section-heading: THE LESSON. (1010, 1145, 1077, 1156)
paragraph: Twin Valley Lodge No. 156, Braddock, Pa.—Meets first and third Thursday, 15 Chambers street. Rev. P. H. Williams, E. R.; E. J. Esty, F. Sec. (36, 1096, 245, 1130)
paragraph: Mr. Jennings was called to Indianapolis, Ind., Friday. (497, 643, 680, 654)
paragraph: Trustee helpers and members of the A. M. E. church conferred Rev. Quinn A. M. E. church conferred Rev. Butler and wife a donation on Monday night. (714, 371, 922, 404)
ad-line: We've got no bars because we are here," but we are here to accommodate the people. (1396, 445, 1609, 467)
divider (939, 1314, 1148, 1315)
paragraph: The community was greatly shocked on Monday morning to hear of the death of Mrs. Robert Jackson, who was drowned in the Monongahela river, near Jefferson, Pa. At this writing her body has not yet been recovered. She is survived by her husband and three sons, one of whom is very ill with typhoid fever. (1165, 1004, 1374, 1073)
paragraph: The M. L. S. Club met at the home of Mrs. Thomas Christian on last Wednesday afternoon. (714, 346, 922, 368)
paragraph: Mrs. Lee of Boardman street is now able to be about. (497, 657, 681, 668)
elizabeth-heading: ELIZABETH. (1165, 953, 1374, 987)
section-heading: ROOMING HOUSE (1459, 813, 1547, 825)
coles-banner: COLES CO-OPERATIVE CO. (1392, 1058, 1613, 1092)
divider (1391, 1288, 1614, 1290)
paragraph: New Castle Lodge No. 38, K. of P., meets first and third Friday of each month. Alexander Williams, C. C.; Commodore Tilden, K. of R. S. (262, 120, 471, 154)
paragraph: Destiny has no pet dates—just as many fortunes have been made on Friday as on Monday and just as many men have died on the tenth as on the thirteenth of the month. The hoot of the owl is only its call to its mate. To pass under a ladder is merely unintelligent—the ladder is the more dangerous side. Your great-grandfather burned witches—you burn electric lights. Wake up! You're not in the dark ages.—Woman's World. (939, 1333, 1148, 1424)
wanted-banner: WANTED (1391, 635, 1614, 658)
paragraph: Miss Emma Greene has gone back to Washington, D. C., where she will enter school. She was accompanied by her mother. (714, 191, 922, 224)
paragraph: Mr. Monroe Powell was the guest of Mr. Mary W. Moore Sunday. (488, 1355, 696, 1378)
section-heading: MALTA COMMANDERY. (83, 1136, 198, 1148)
paragraph: Gen. J. B. Sweitzer camp meets on the second and fourth Friday nights of each month at Soldiers' Memorial hall, Fifth avenue. (262, 632, 471, 665)
paragraph: Sunday, October 15, will be another great day at St. Paul. The pastor will have for his morning subject "The Scarlet Thread in the Window." The evening subject will be "The Hand Writing on the Wall." These subjects were handed in to the pastor last Sunday by members of the church who asked him to preach on them and he kindly consented to do so Sunday, October 15. A treat is in store for all who will avail themselves of the opportunity to hear these sermons. (1165, 771, 1374, 862)
paragraph: Home sermon, Rev. J. T. Farley; offering, Mr. Wood and Mr. Taplett. At 2:30, hymn, Mrs. Mary E. Jackson; invocation, Miss Lizzie Green; scripture lesson, Mrs. Dora Early; selection, choir; reading, Miss Phoebe Perry; solo, Miss Hattie Carpenter; paper, Miss Ethel Slinkferd; duet, Misses Ada Hayes and Abbie Webster; paper, Miss Fannie Robinson; solo, Mrs. Dora Milligan; remarks, by the pastor; offering, Mrs. Farley and Mrs. Boggs; announcements and benediction. Evening, song services; order, 7:45; hymn, Mrs. Anna Jones; invocation, Charles Early; scripture, Miss Cora Verse; music, choir; paper, Mrs. Cora Hughes; solo, Mrs. J. T. Farley; anthem, choir; remarks, Rev. Farley; solo, Mrs. Ella Hamilton; anthem, choir; offering, Mrs. Farley, Mrs. Fletcher and Mrs. Johnson; benediction. (939, 36, 1148, 196)
byline: (By Elizabeth F. Scott) (1228, 989, 1311, 1000)
youngstown-heading: Youngstown, O. (488, 484, 696, 518)
section-heading: SUFFERING. (1013, 1005, 1074, 1017)
paragraph: Nicely furnished rooms for respectable men. Centrally located. 1808 Wylie avenue. Rates reasonable. Old established house. (1391, 826, 1614, 860)
byline: (By Viola Carter) (786, 475, 849, 486)
paragraph: Household of Ruth, No. 54, first and third Friday evenings. (36, 1371, 245, 1394)
ad-line: J. M. PORTER, Proprietor. (1453, 485, 1552, 495)
millinery-heading: MILLINERY AND NOTIONS (1416, 1199, 1589, 1243)
paragraph: J. Porter of Monessen was calling on friends here on Sunday. (1165, 1100, 1374, 1122)
paragraph: from Canada. (714, 36, 761, 46)
signature: PAUL GILLETTE, G. G. I. P. JACKSON, V. C. (283, 198, 449, 209)
paragraph: Music and games were the feature of the evening at the surprise party with which a number of her friends honored Mrs. Thaddeus Wilson on her 69th birthday. (488, 670, 696, 705)
paragraph: The hearts of the little ones were made glad last Saturday afternoon when a number of them were entertained in the dining parlor of Miss Pansie Robinson's in honor of little Miss Gazelle Comedy of Steuenville. Those present were Ruth Shannon, Velma Norris, Mary Harris, Etta Freeman, Georgia Lee Hughes and Mildred McCullough. Mrs. Blackburn chaperoned. (714, 1243, 922, 1323)
paragraph: The officers of the grand commandery of Knights Templar of the state of Pennsylvania are: Sir Knights Joseph L. Thomas, M. E. grand commander; John W. Fisher, M. E. deputy grand commander; John D. Addison, M. E. grand generalissimo; J. William Walls, M. E. grand captain general; William H. Miller, M. E. grand secretary; Philip H. Edwards, M. E. grand treasurer. (262, 1333, 471, 1413)
paragraph: The annual woman's day services which were observed in the Simpson M. E. church Sunday proved a successful affair. Services were conducted all day by the women, opening at 6 a. m. with prayer meeting. At 10:45 Mrs. Alice Wimson of Pittsburg delivered a carefully prepared sermon, and at 2:30 o'clock an excellent program was rendered, which included spoke very well for Wheeling. And 7:45 p. m. was the final event of the day, Mrs. Wimson delivering from a spiritually but financially speaking, was an excellent example of women's ability. The amount realized was $59.95. (714, 886, 922, 1012)
paragraph: One more of the colored people of Sewickley have given their white neighbors a reason to sit up and take notice. Some looking with wonder, others with curiosity and still others with satisfaction at the hand-some new St. Mathew's church, the corner stone of which was laid last Sunday. The weather was ideal and under a cloudless sky the hundreds turned out to see the order of Masons perform their ceremonies in laying the corner stone. The display of bearings and appearance of officers on the platform brought forth a great deal of comment from both races. Addresses were made by Captain Stewart of Pittsburgh and Bayard Christy (white), of the building committee, who were placed during the day amounted to two hundred and thirty dollars. The visiting clergymen were Rev. Wakefield of Avery Mission, Rev. Dr. Bradley, presiding elder, Pittsburg district A. M. E. Z., and Reva Combash of Rochester. (939, 253, 1148, 436)
ad-title: Market (1462, 48, 1543, 71)
paragraph: The mass meeting of the Baptist Sunday school and B. Y. P. U., held by Rev. T. H. Ford's new church, was a decided success. Connellsville, Dunbar, Vanderbilt, Scottdale and Brownsville were here in full force. The addresses, papers and singing will long be remembered, especially the juvenile choir of Vanderbilt of which the children charmed every one by their melodious voices; their organist and instructor being Miss Lillie M. Moon. The collection for the afternoon was $45.15. (1165, 459, 1374, 562)
paragraph: Sunday, October 22, promises to be one of great interest at St. Paul. Each service will be held, 10:45 a. m., 3 p. m. and 7:45 p. m. All of the churches of the city will unite in the service at 3 p. m. Rev. J. H. Pryor, D. D., of Vanderbilt will deliver the sermon. See program next week. (1165, 865, 1374, 921)
section-heading: PROGRAM FOR HARVEST HOME CELEBRATION. (738, 1496, 898, 1519)
paragraph: The reception given at Choral hall last Thursday was a success. (1165, 1462, 1374, 1485)
paragraph: P. S. Rev. G. S. Bentley will preach at Allen chapel on Sunday, October 15th. (1165, 1161, 1374, 1183)
paragraph: Victoria No. 60, New Castle—Rev. G. S. Smith, W. M.; W. F. Barbour, secretary. (36, 414, 245, 436)
divider (939, 1139, 1148, 1140)
ad-address: 6319 BROAD STREET, E. E. (1423, 216, 1582, 229)
paragraph: Mrs. Johanna Smith, who has been on the sick list, is improving. (488, 1107, 696, 1129)
paragraph: Organ prelude, Miss Dora Lucia; Hymn, congregation; scripture and dialogue; selection, choir; Harvest (714, 1521, 922, 1542)
galloway-address: 2531 WYLIE AVENUE (1432, 1176, 1574, 1190)
paragraph: Mrs. Amanda Busey and daughter are the house guests of the Misses Patterson. (1165, 149, 1374, 172)
section-heading: ROYAL GRAND NO. 31, K. OF P. (292, 159, 440, 171)
paragraph: Hats made to order, retrimmed and remodeled at very low prices. (1402, 1244, 1603, 1265)
paragraph: Ernest Lawson from Cleveland is visiting friends in Mt. Pleasant. (488, 970, 696, 992)
paragraph: Monongahela No. 56, Monongahela—Wm. Richardson, W. M.; S. E. McPherson, secretary. Stated meeting first Thursday. (36, 377, 245, 411)
paragraph: Eminent commander, George Cochran; generalissimo, Samuel P. Bucksher; captain general, David D. Richards; recorder, Charles Richardson; treasurer, Lewis W. Wagoner; senior warden, James C. Dews; junior warden, Charles Coy; standard bearer, John M. Thornton; sword bearer, Clarence F. Way; warder, George Robinson; sentinel, Joshua Lincoln; prelate, Rev. J. H. Dandridge. (36, 1150, 245, 1229)
paragraph: Alma Lodge No. 63, New Castle—I. D. Howard, W. M.; E. J. Dillard, secretary. Stated meeting first Monday. (36, 438, 245, 461)
ad-line: The oldest colored undertaker in the State, and a member of the Undertakers' Association. (1399, 601, 1606, 623)
paragraph: Mrs. Mary B. Settle is also on the sick list. (1174, 337, 1322, 347)
column-7-ads (1391, 36, 1621, 2214)
paragraph: Hollow'een will have several social functions for the young people's enjoyment. Mrs. James Mathews, Jr., gives a parlor masquerade on Monday evening, 30th, for the benefit of the new church. The Ladies Utopians at Leetsdale on Tuesday evening, the 31st. Wilson's up-to-date orchestra will enliven the occasion each evening. (939, 687, 1148, 755)
paragraph: The G. H. L. Pleasure club of Leetsdale, Pa., before returning to their winter residences, North Side, Pittsburg, wish to express their great appreciation to their many friends and also to the famous Beatty orchestra for rendering such splendid music. The social was a complete success. (939, 615, 1148, 684)
